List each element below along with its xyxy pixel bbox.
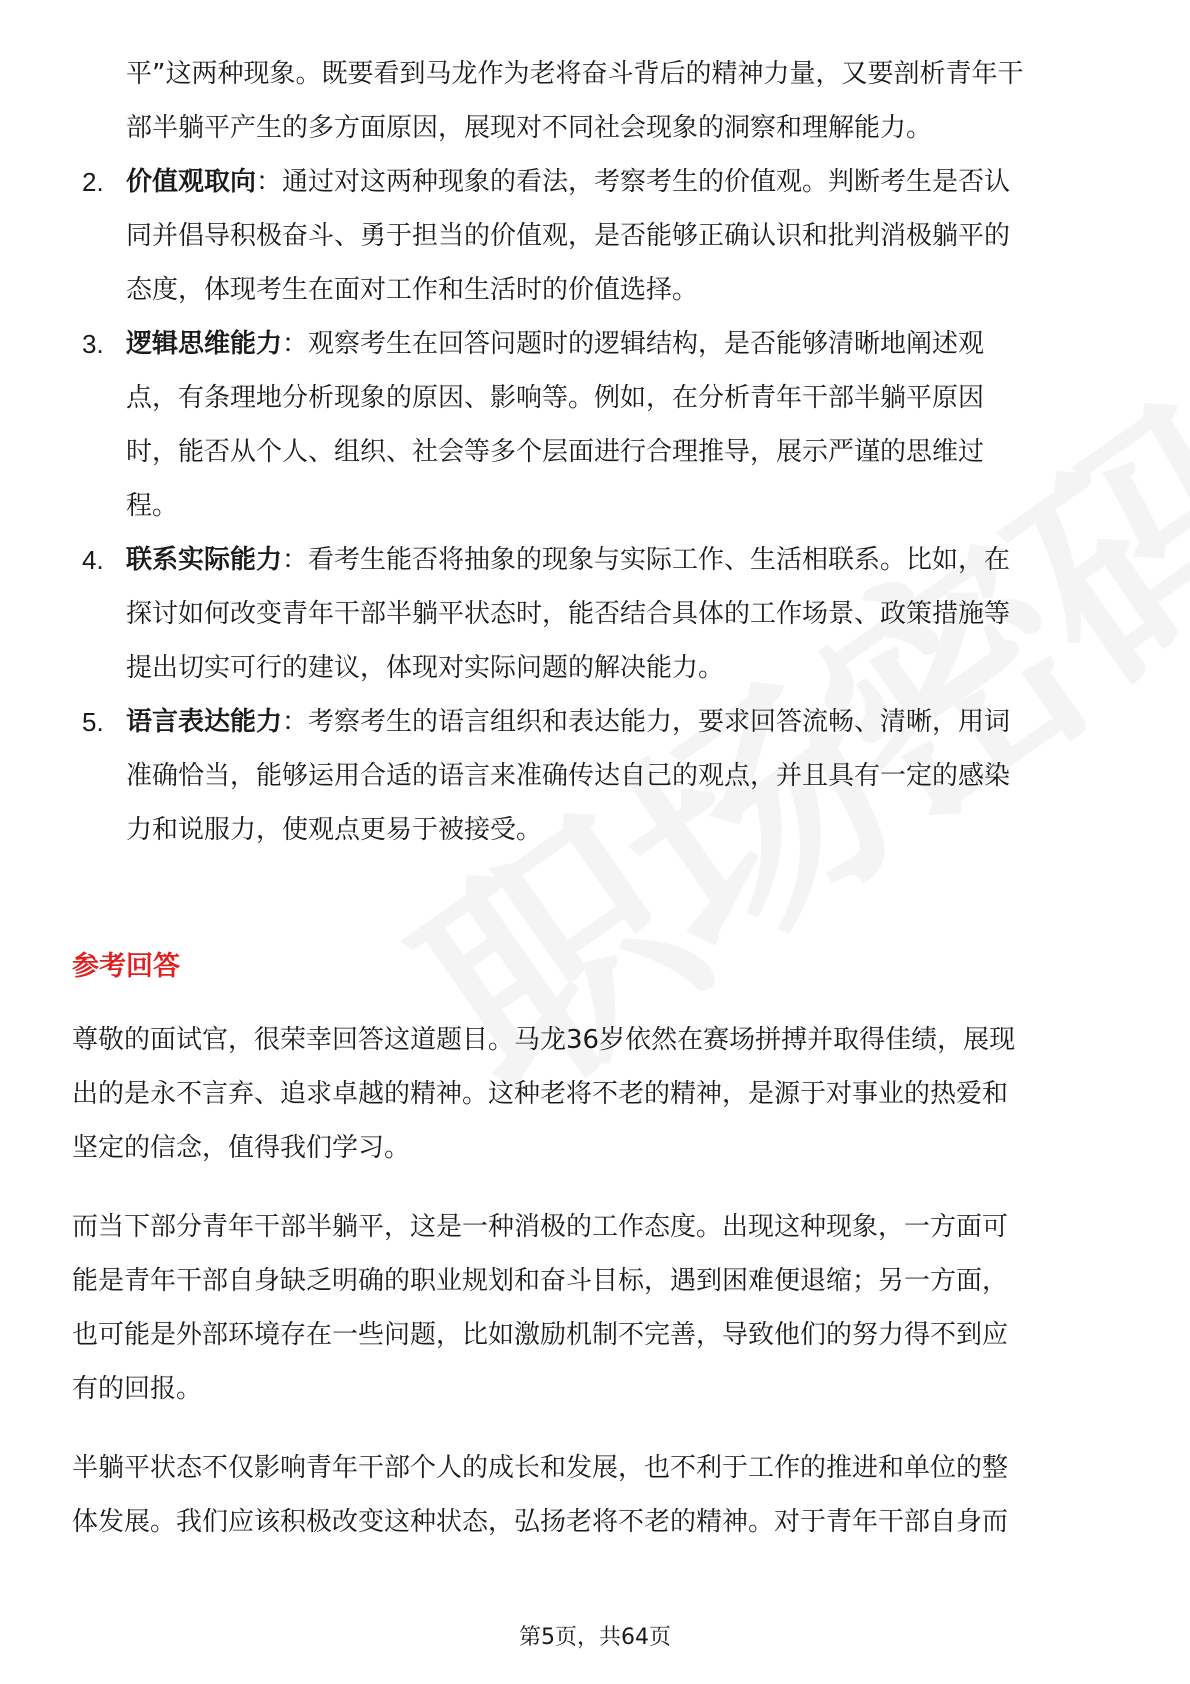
paragraph-line: 能是青年干部自身缺乏明确的职业规划和奋斗目标，遇到困难便退缩；另一方面， — [72, 1266, 1009, 1296]
list-item-line: 同并倡导积极奋斗、勇于担当的价值观，是否能够正确认识和批判消极躺平的 — [126, 221, 1011, 251]
list-item-line: 时，能否从个人、组织、社会等多个层面进行合理推导，展示严谨的思维过 — [126, 437, 985, 467]
list-item-term: 联系实际能力 — [126, 545, 283, 575]
list-item-line: 探讨如何改变青年干部半躺平状态时，能否结合具体的工作场景、政策措施等 — [126, 599, 1011, 629]
paragraph-line: 尊敬的面试官，很荣幸回答这道题目。马龙36岁依然在赛场拼搏并取得佳绩，展现 — [72, 1025, 1016, 1055]
list-item-first-line — [126, 702, 1010, 742]
paragraph-line: 出的是永不言弃、追求卓越的精神。这种老将不老的精神，是源于对事业的热爱和 — [72, 1079, 1009, 1109]
list-item-text: ：通过对这两种现象的看法，考察考生的价值观。判断考生是否认 — [256, 167, 1011, 197]
page-number-footer: 第5页，共64页 — [519, 1625, 671, 1650]
list-item-first-line — [126, 540, 1010, 580]
list-item-term: 逻辑思维能力 — [126, 329, 283, 359]
list-item-first-line — [126, 162, 1010, 202]
list-item-text: ：观察考生在回答问题时的逻辑结构，是否能够清晰地阐述观 — [282, 329, 985, 359]
list-item-text: ：考察考生的语言组织和表达能力，要求回答流畅、清晰，用词 — [282, 707, 1011, 737]
list-item-text: ：看考生能否将抽象的现象与实际工作、生活相联系。比如，在 — [282, 545, 1011, 575]
list-item-line: 点，有条理地分析现象的原因、影响等。例如，在分析青年干部半躺平原因 — [126, 383, 985, 413]
section-heading: 参考回答 — [72, 951, 180, 982]
paragraph-line: 而当下部分青年干部半躺平，这是一种消极的工作态度。出现这种现象，一方面可 — [72, 1212, 1009, 1242]
list-item-first-line — [126, 324, 984, 364]
list-item-number: 4. — [82, 545, 104, 575]
list-item-term: 语言表达能力 — [126, 707, 283, 737]
list-item-number: 5. — [82, 707, 104, 737]
list-item-line: 提出切实可行的建议，体现对实际问题的解决能力。 — [126, 653, 725, 683]
list-item-number: 2. — [82, 167, 104, 197]
list-continuation-line: 平”这两种现象。既要看到马龙作为老将奋斗背后的精神力量，又要剖析青年干 — [126, 59, 1024, 89]
paragraph-line: 也可能是外部环境存在一些问题，比如激励机制不完善，导致他们的努力得不到应 — [72, 1320, 1009, 1350]
list-item-term: 价值观取向 — [126, 167, 257, 197]
paragraph-line: 坚定的信念，值得我们学习。 — [72, 1133, 411, 1163]
list-item-line: 力和说服力，使观点更易于被接受。 — [126, 815, 543, 845]
list-item-line: 准确恰当，能够运用合适的语言来准确传达自己的观点，并且具有一定的感染 — [126, 761, 1011, 791]
list-item-line: 程。 — [126, 491, 179, 521]
paragraph-line: 半躺平状态不仅影响青年干部个人的成长和发展，也不利于工作的推进和单位的整 — [72, 1453, 1009, 1483]
paragraph-line: 体发展。我们应该积极改变这种状态，弘扬老将不老的精神。对于青年干部自身而 — [72, 1507, 1009, 1537]
list-item-line: 态度，体现考生在面对工作和生活时的价值选择。 — [126, 275, 699, 305]
list-continuation-line: 部半躺平产生的多方面原因，展现对不同社会现象的洞察和理解能力。 — [126, 113, 933, 143]
list-item-number: 3. — [82, 329, 104, 359]
paragraph-line: 有的回报。 — [72, 1374, 203, 1404]
